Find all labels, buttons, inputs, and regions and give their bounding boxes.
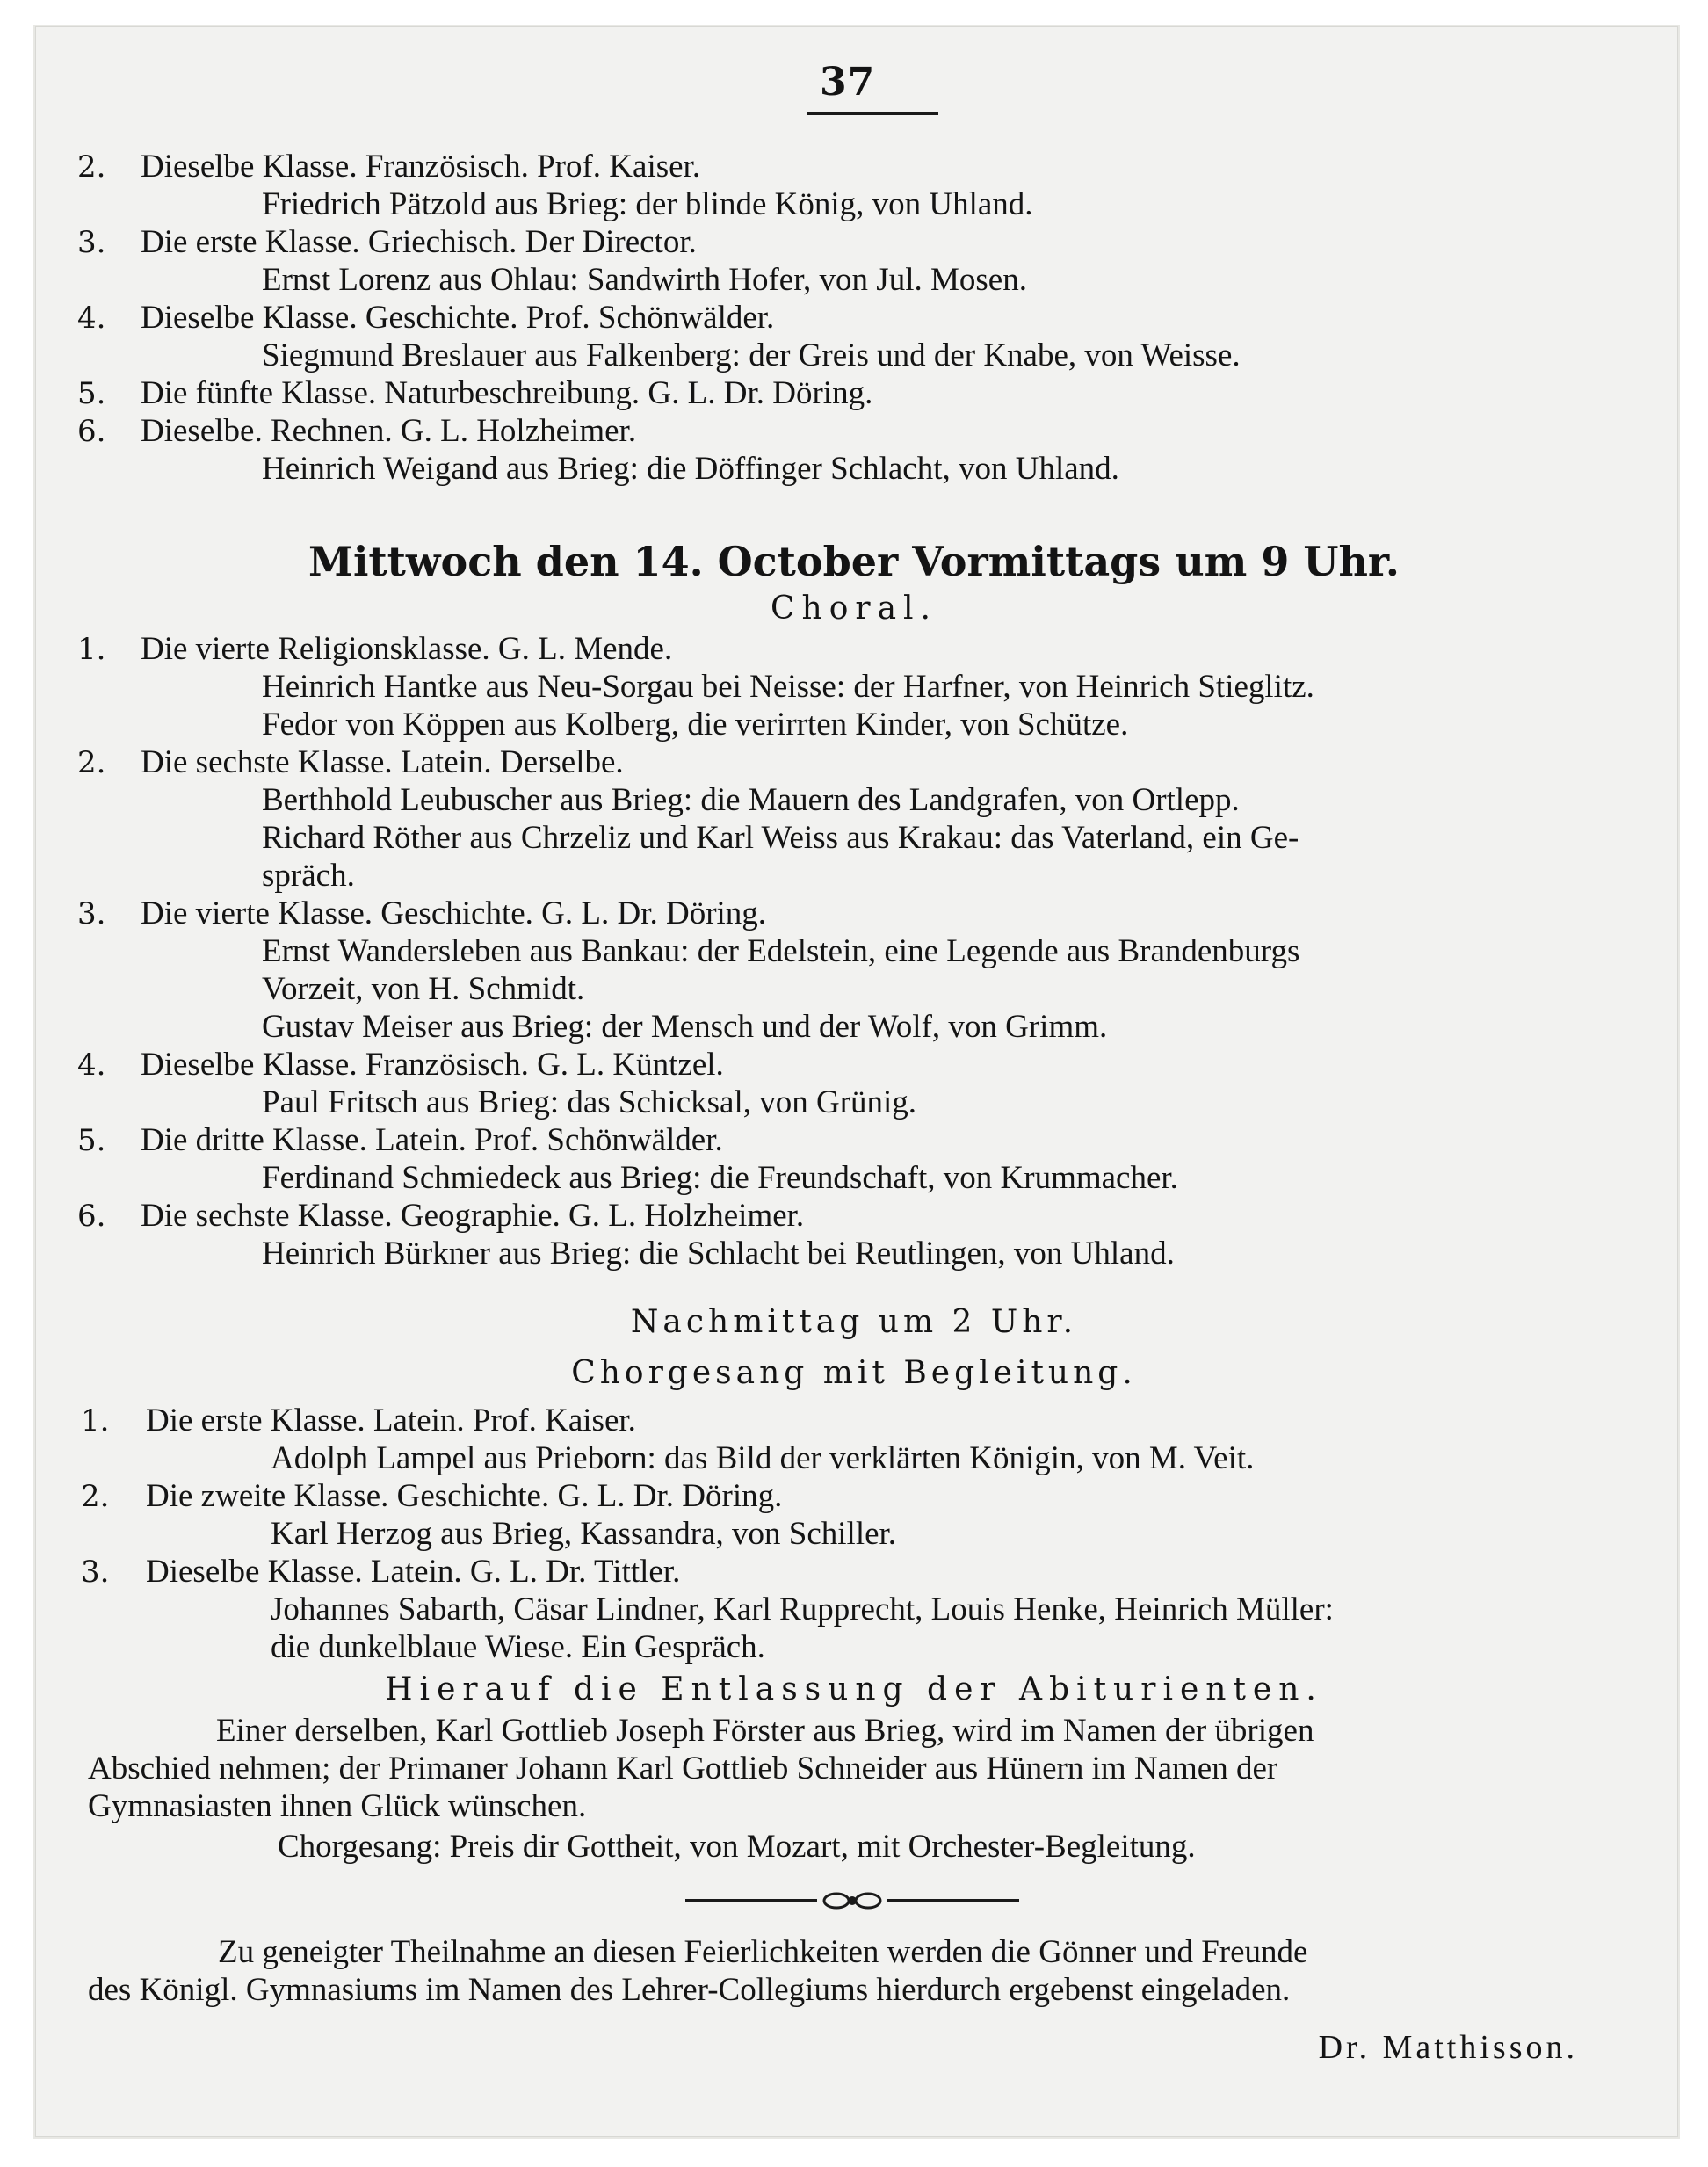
entry-class-line: Die sechste Klasse. Latein. Derselbe.	[141, 744, 624, 780]
choral-label: Choral.	[770, 591, 938, 627]
entry-number: 6.	[77, 1199, 106, 1234]
entry-speaker-line: Ernst Wandersleben aus Bankau: der Edelstein, eine Legende aus Brandenburgs	[262, 933, 1300, 969]
entry-speaker-line: Friedrich Pätzold aus Brieg: der blinde König, von Uhland.	[262, 186, 1033, 222]
entry-number: 5.	[77, 376, 106, 411]
entry-speaker-line: Ernst Lorenz aus Ohlau: Sandwirth Hofer, von Jul. Mosen.	[262, 262, 1027, 298]
wednesday-heading: Mittwoch den 14. October Vormittags um 9 Uhr.	[308, 538, 1400, 585]
dismissal-heading: Hierauf die Entlassung der Abiturienten.	[385, 1671, 1323, 1707]
afternoon-subheading: Chorgesang mit Begleitung.	[571, 1355, 1137, 1391]
dismissal-line: Gymnasiasten ihnen Glück wünschen.	[88, 1788, 587, 1824]
entry-number: 2.	[77, 745, 106, 780]
entry-number: 1.	[77, 632, 106, 667]
entry-speaker-line: Paul Fritsch aus Brieg: das Schicksal, von Grünig.	[262, 1084, 917, 1120]
entry-number: 1.	[81, 1403, 110, 1439]
entry-class-line: Dieselbe Klasse. Französisch. G. L. Küntzel.	[141, 1047, 724, 1083]
entry-class-line: Dieselbe Klasse. Latein. G. L. Dr. Tittler.	[146, 1554, 681, 1590]
ornament-divider	[685, 1888, 1019, 1914]
entry-number: 2.	[77, 149, 106, 185]
entry-speaker-line: Karl Herzog aus Brieg, Kassandra, von Schiller.	[271, 1516, 897, 1552]
entry-speaker-line: Adolph Lampel aus Prieborn: das Bild der verklärten Königin, von M. Veit.	[271, 1440, 1255, 1476]
entry-speaker-line: Heinrich Hantke aus Neu-Sorgau bei Neisse: der Harfner, von Heinrich Stieglitz.	[262, 669, 1314, 705]
entry-number: 3.	[77, 896, 106, 931]
entry-speaker-line: Heinrich Weigand aus Brieg: die Döffinger Schlacht, von Uhland.	[262, 451, 1119, 487]
page-number-rule	[807, 112, 938, 115]
entry-number: 3.	[81, 1555, 110, 1590]
entry-speaker-line: Richard Röther aus Chrzeliz und Karl Weiss aus Krakau: das Vaterland, ein Ge-	[262, 820, 1299, 856]
entry-number: 5.	[77, 1123, 106, 1158]
entry-speaker-line: Johannes Sabarth, Cäsar Lindner, Karl Rupprecht, Louis Henke, Heinrich Müller:	[271, 1591, 1334, 1627]
entry-class-line: Dieselbe Klasse. Französisch. Prof. Kaiser.	[141, 149, 701, 185]
entry-speaker-line: Berthhold Leubuscher aus Brieg: die Mauern des Landgrafen, von Ortlepp.	[262, 782, 1240, 818]
entry-speaker-line: Fedor von Köppen aus Kolberg, die verirrten Kinder, von Schütze.	[262, 707, 1129, 743]
entry-class-line: Dieselbe Klasse. Geschichte. Prof. Schönwälder.	[141, 300, 775, 336]
entry-class-line: Die sechste Klasse. Geographie. G. L. Holzheimer.	[141, 1198, 805, 1234]
dismissal-line: Abschied nehmen; der Primaner Johann Karl Gottlieb Schneider aus Hünern im Namen der	[88, 1750, 1278, 1787]
entry-number: 4.	[77, 1047, 106, 1083]
page-number: 37	[820, 60, 876, 105]
entry-class-line: Die vierte Religionsklasse. G. L. Mende.	[141, 631, 673, 667]
entry-number: 3.	[77, 225, 106, 260]
closing-line: des Königl. Gymnasiums im Namen des Lehrer-Collegiums hierdurch ergebenst eingeladen.	[88, 1972, 1291, 2008]
entry-speaker-line: Gustav Meiser aus Brieg: der Mensch und der Wolf, von Grimm.	[262, 1009, 1108, 1045]
closing-line: Zu geneigter Theilnahme an diesen Feierlichkeiten werden die Gönner und Freunde	[218, 1934, 1308, 1970]
entry-speaker-line: Siegmund Breslauer aus Falkenberg: der Greis und der Knabe, von Weisse.	[262, 337, 1241, 373]
entry-class-line: Die zweite Klasse. Geschichte. G. L. Dr. Döring.	[146, 1478, 783, 1514]
entry-speaker-line: Ferdinand Schmiedeck aus Brieg: die Freundschaft, von Krummacher.	[262, 1160, 1178, 1196]
entry-speaker-line: Heinrich Bürkner aus Brieg: die Schlacht bei Reutlingen, von Uhland.	[262, 1236, 1175, 1272]
entry-class-line: Die dritte Klasse. Latein. Prof. Schönwälder.	[141, 1122, 723, 1158]
entry-speaker-line: Vorzeit, von H. Schmidt.	[262, 971, 585, 1007]
entry-number: 4.	[77, 301, 106, 336]
entry-class-line: Die fünfte Klasse. Naturbeschreibung. G. L. Dr. Döring.	[141, 375, 873, 411]
entry-class-line: Die vierte Klasse. Geschichte. G. L. Dr. Döring.	[141, 895, 767, 931]
entry-speaker-line: spräch.	[262, 858, 355, 894]
entry-number: 6.	[77, 414, 106, 449]
entry-speaker-line: die dunkelblaue Wiese. Ein Gespräch.	[271, 1629, 765, 1665]
entry-class-line: Die erste Klasse. Griechisch. Der Director.	[141, 224, 697, 260]
entry-class-line: Dieselbe. Rechnen. G. L. Holzheimer.	[141, 413, 637, 449]
chorus-line: Chorgesang: Preis dir Gottheit, von Mozart, mit Orchester-Begleitung.	[278, 1829, 1196, 1865]
entry-number: 2.	[81, 1479, 110, 1514]
dismissal-line: Einer derselben, Karl Gottlieb Joseph Förster aus Brieg, wird im Namen der übrigen	[216, 1713, 1314, 1749]
signature: Dr. Matthisson.	[1318, 2029, 1578, 2066]
entry-class-line: Die erste Klasse. Latein. Prof. Kaiser.	[146, 1402, 636, 1439]
afternoon-heading: Nachmittag um 2 Uhr.	[630, 1304, 1078, 1340]
